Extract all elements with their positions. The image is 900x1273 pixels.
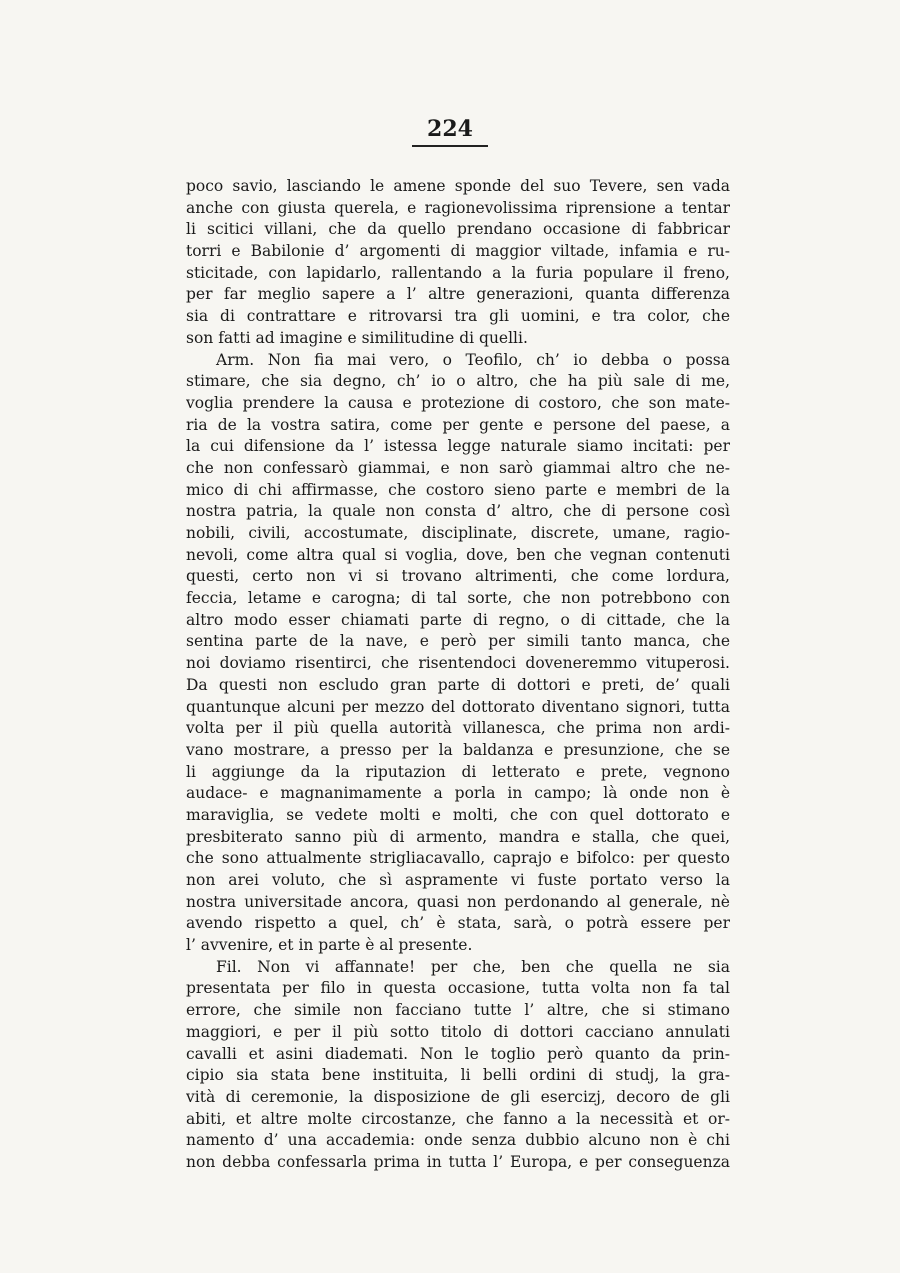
text-line: sentina parte de la nave, e però per simili tanto manca, che [186,632,730,651]
text-line: anche con giusta querela, e ragionevolissima riprensione a tentar [186,198,730,217]
text-line: maraviglia, se vedete molti e molti, che con quel dottorato e [186,805,730,824]
text-line: cipio sia stata bene instituita, li belli ordini di studj, la gra- [186,1066,730,1085]
page-number: 224 [427,116,473,142]
text-line: sticitade, con lapidarlo, rallentando a la furia populare il freno, [186,263,730,282]
header-rule [412,145,488,147]
text-line: non arei voluto, che sì aspramente vi fuste portato verso la [186,871,730,889]
text-line: poco savio, lasciando le amene sponde del suo Tevere, sen vada [186,177,730,195]
text-line: quantunque alcuni per mezzo del dottorato diventano signori, tutta [186,697,730,716]
text-line: non debba confessarla prima in tutta l’ Europa, e per conseguenza [186,1152,730,1171]
text-line: mico di chi affirmasse, che costoro sieno parte e membri de la [186,480,730,499]
text-line: per far meglio sapere a l’ altre generazioni, quanta differenza [186,285,730,304]
text-line: noi doviamo risentirci, che risentendoci doveneremmo vituperosi. [186,654,730,673]
text-line: voglia prendere la causa e protezione di costoro, che son mate- [186,393,730,412]
text-line: questi, certo non vi si trovano altrimenti, che come lordura, [186,567,730,586]
text-line: l’ avvenire, et in parte è al presente. [186,936,473,955]
text-line: abiti, et altre molte circostanze, che fanno a la necessità et or- [186,1109,730,1128]
body-text [186,176,730,1174]
text-line: vità di ceremonie, la disposizione de gli esercizj, decoro de gli [186,1087,730,1106]
text-line: nobili, civili, accostumate, disciplinate, discrete, umane, ragio- [186,524,730,542]
text-line: maggiori, e per il più sotto titolo di dottori cacciano annulati [186,1022,730,1041]
text-line: nostra patria, la quale non consta d’ altro, che di persone così [186,502,730,521]
text-line: ria de la vostra satira, come per gente e persone del paese, a [186,415,730,434]
text-line: che non confessarò giammai, e non sarò giammai altro che ne- [186,458,730,477]
text-line: torri e Babilonie d’ argomenti di maggior viltade, infamia e ru- [186,242,730,261]
text-line: presbiterato sanno più di armento, mandra e stalla, che quei, [186,827,730,846]
text-line: son fatti ad imagine e similitudine di quelli. [186,328,528,347]
text-line: nevoli, come altra qual si voglia, dove, ben che vegnan contenuti [186,545,730,564]
text-line: audace- e magnanimamente a porla in campo; là onde non è [186,784,730,803]
text-line: cavalli et asini diademati. Non le toglio però quanto da prin- [186,1044,730,1063]
text-line: li scitici villani, che da quello prendano occasione di fabbricar [186,220,730,239]
text-line: stimare, che sia degno, ch’ io o altro, che ha più sale di me, [186,372,730,391]
text-line: Arm. Non fia mai vero, o Teofilo, ch’ io debba o possa [216,350,730,369]
text-line: vano mostrare, a presso per la baldanza e presunzione, che se [186,740,730,759]
text-line: Fil. Non vi affannate! per che, ben che quella ne sia [216,957,730,976]
text-line: sia di contrattare e ritrovarsi tra gli uomini, e tra color, che [186,307,730,326]
text-line: errore, che simile non facciano tutte l’ altre, che si stimano [186,1001,730,1020]
text-line: namento d’ una accademia: onde senza dubbio alcuno non è chi [186,1131,730,1150]
text-line: presentata per filo in questa occasione, tutta volta non fa tal [186,979,730,998]
text-line: la cui difensione da l’ istessa legge naturale siamo incitati: per [186,437,730,456]
text-line: nostra universitade ancora, quasi non perdonando al generale, nè [186,892,730,911]
text-line: che sono attualmente strigliacavallo, caprajo e bifolco: per questo [186,849,730,868]
text-line: feccia, letame e carogna; di tal sorte, che non potrebbono con [186,589,730,608]
text-line: avendo rispetto a quel, ch’ è stata, sarà, o potrà essere per [186,914,730,933]
text-line: li aggiunge da la riputazion di letterato e prete, vegnono [186,762,730,781]
text-line: Da questi non escludo gran parte di dottori e preti, de’ quali [186,675,730,694]
text-line: altro modo esser chiamati parte di regno, o di cittade, che la [186,610,730,629]
text-line: volta per il più quella autorità villanesca, che prima non ardi- [186,719,730,738]
